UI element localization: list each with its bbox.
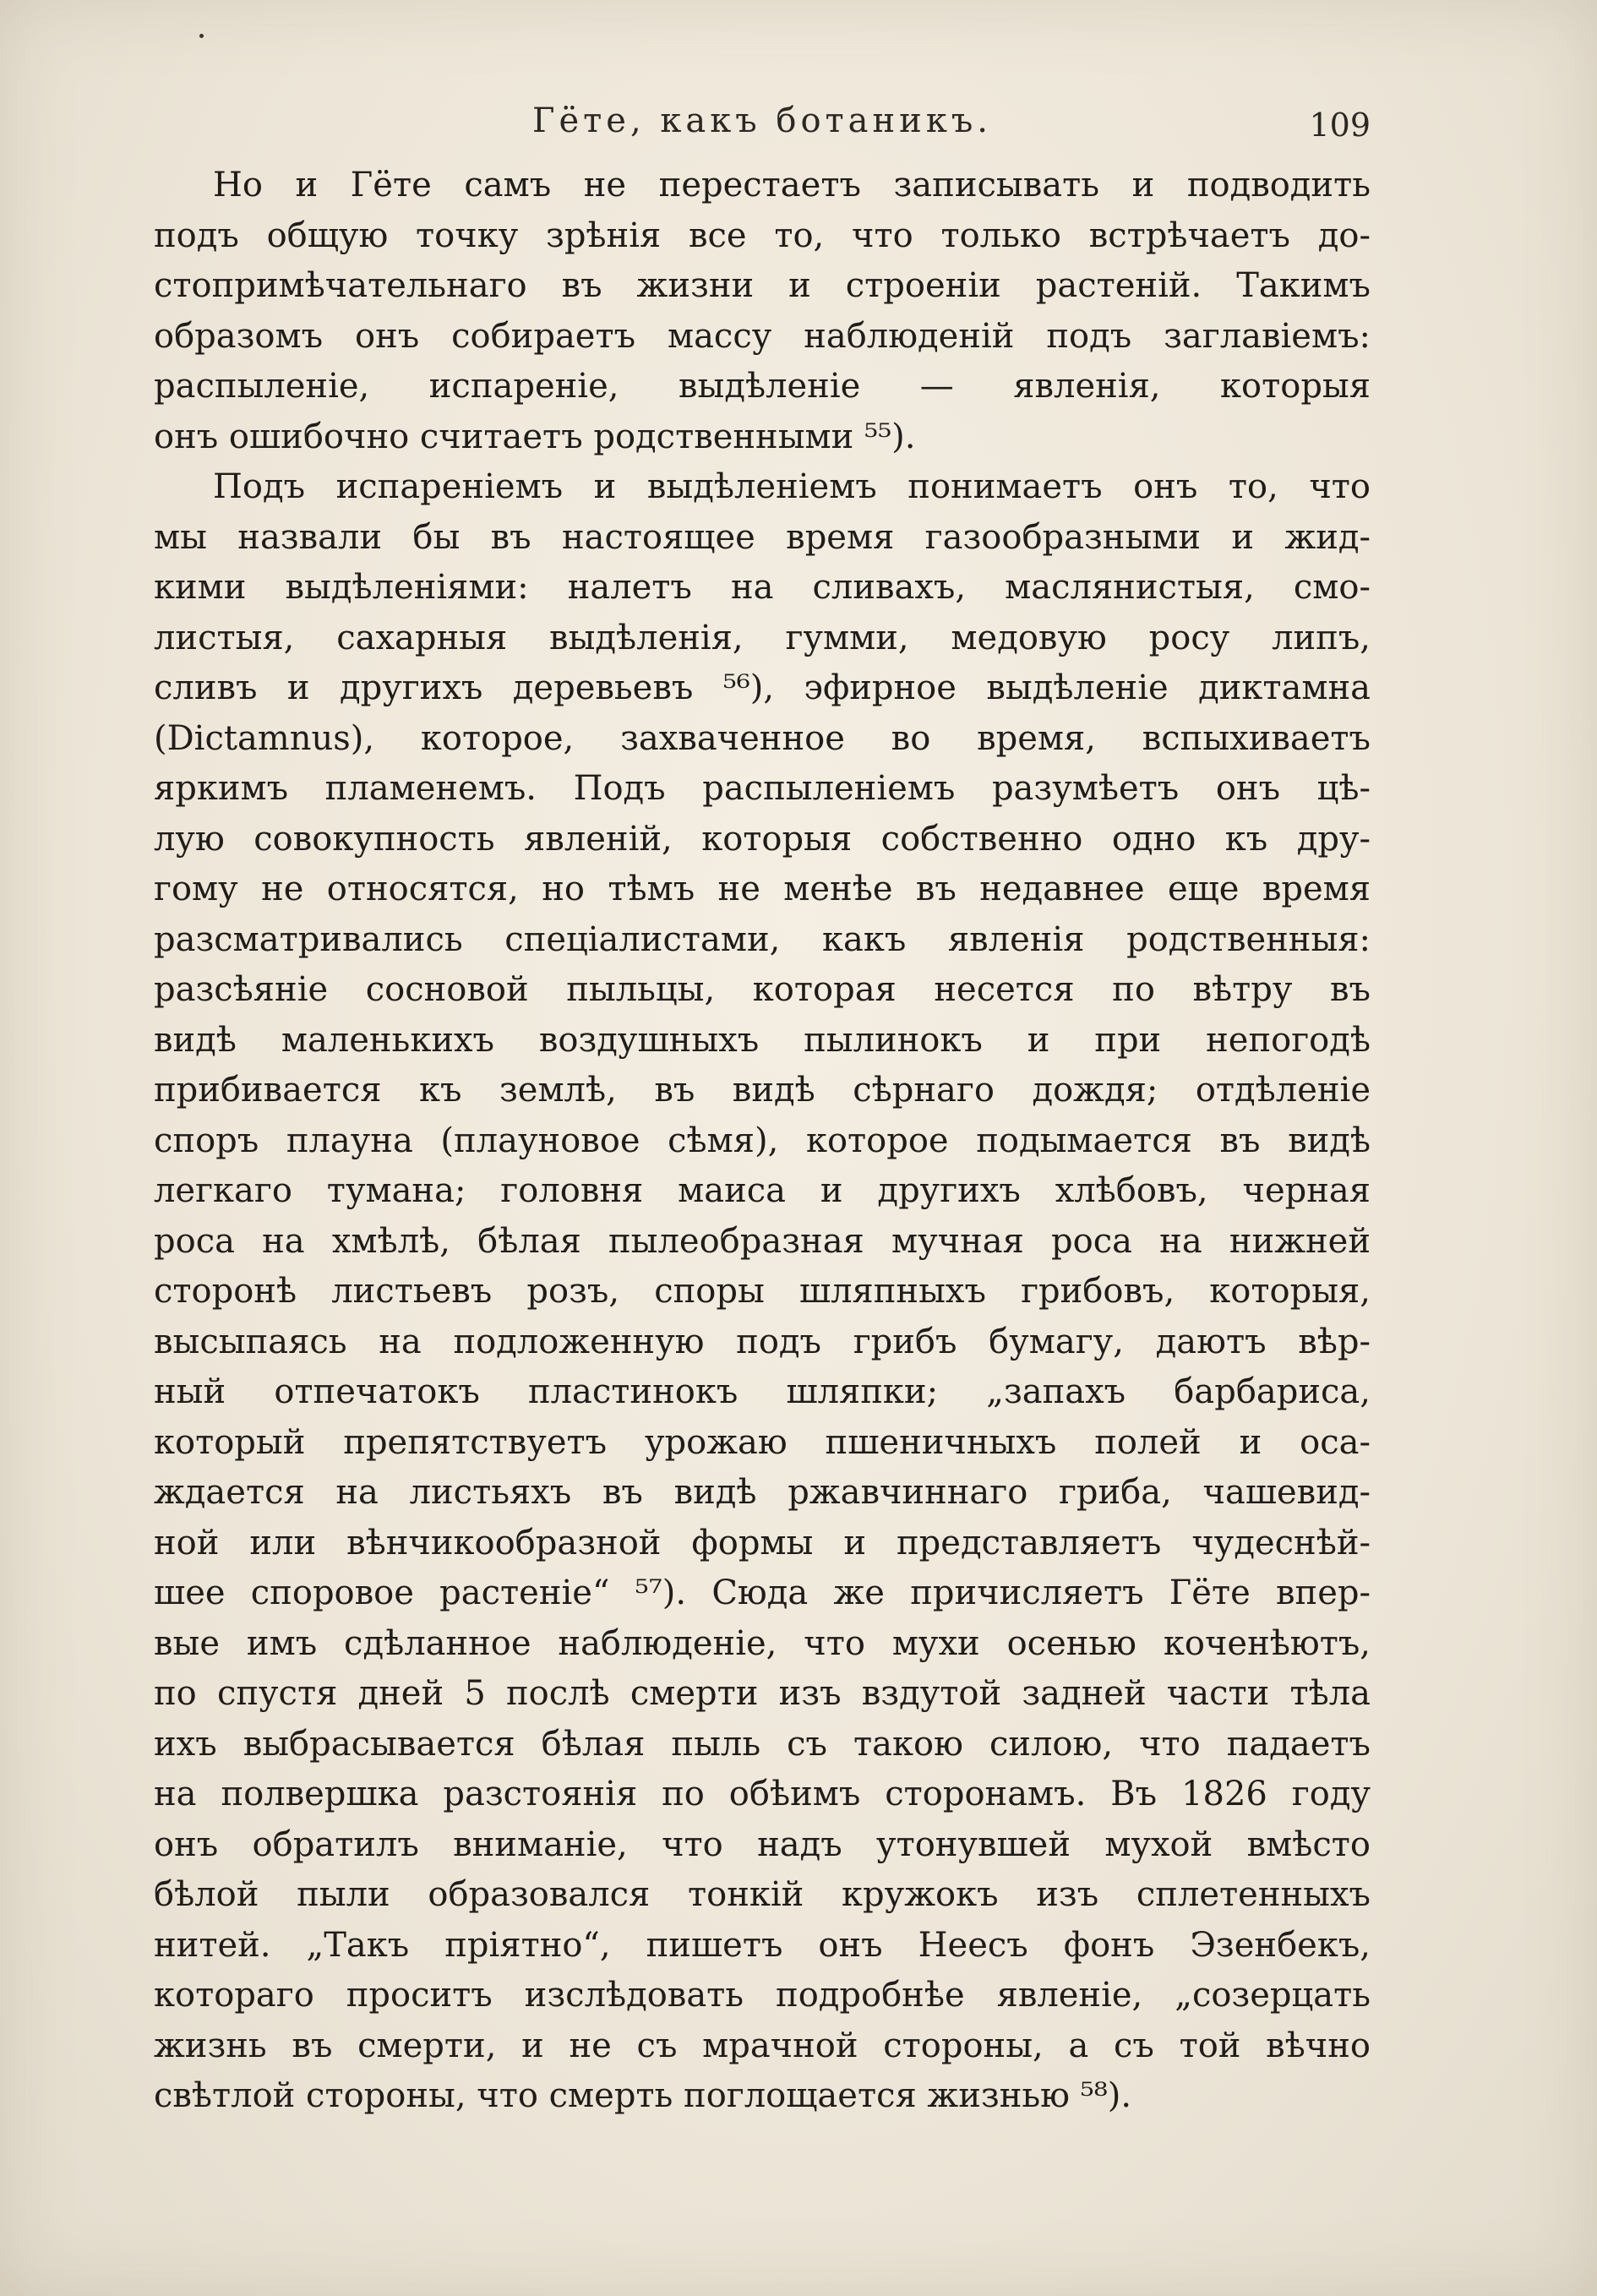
text-line: онъ обратилъ вниманіе, что надъ утонувшей мухой вмѣсто <box>154 1824 1371 1864</box>
text-line: на полвершка разстоянія по обѣимъ сторонамъ. Въ 1826 году <box>154 1775 1371 1813</box>
text-line: нитей. „Такъ пріятно“, пишетъ онъ Неесъ фонъ Эзенбекъ, <box>154 1925 1371 1965</box>
text-line: мы назвали бы въ настоящее время газообразными и жид- <box>154 517 1371 557</box>
text-line: Подъ испареніемъ и выдѣленіемъ понимаетъ онъ то, что <box>213 467 1371 506</box>
text-line: ждается на листьяхъ въ видѣ ржавчиннаго гриба, чашевид- <box>154 1473 1371 1512</box>
running-title: Гёте, какъ ботаникъ. <box>531 101 993 140</box>
text-line: гому не относятся, но тѣмъ не менѣе въ недавнее еще время <box>154 870 1371 908</box>
text-line: подъ общую точку зрѣнія все то, что только встрѣчаетъ до- <box>154 215 1371 255</box>
text-line: легкаго тумана; головня маиса и другихъ хлѣбовъ, черная <box>154 1171 1371 1210</box>
text-line: ной или вѣнчикообразной формы и представляетъ чудеснѣй- <box>154 1523 1371 1562</box>
paragraph <box>154 462 1371 2122</box>
text-line: листыя, сахарныя выдѣленія, гумми, медовую росу липъ, <box>154 618 1371 657</box>
paragraph <box>154 161 1371 462</box>
text-line: разсматривались спеціалистами, какъ явленія родственныя: <box>154 919 1371 959</box>
text-line: ный отпечатокъ пластинокъ шляпки; „запахъ барбариса, <box>154 1372 1371 1411</box>
text-line: котораго проситъ изслѣдовать подробнѣе явленіе, „созерцать <box>154 1976 1371 2015</box>
text-line: кими выдѣленіями: налетъ на сливахъ, маслянистыя, смо- <box>154 568 1371 607</box>
text-line: сторонѣ листьевъ розъ, споры шляпныхъ грибовъ, которыя, <box>154 1272 1371 1311</box>
ink-speck <box>199 34 204 38</box>
text-line: онъ ошибочно считаетъ родственными ⁵⁵). <box>154 417 916 456</box>
text-line: видѣ маленькихъ воздушныхъ пылинокъ и при непогодѣ <box>154 1020 1371 1060</box>
text-line: жизнь въ смерти, и не съ мрачной стороны, а съ той вѣчно <box>154 2026 1371 2065</box>
text-line: вые имъ сдѣланное наблюденіе, что мухи осенью коченѣютъ, <box>154 1623 1371 1663</box>
text-line: (Dictamnus), которое, захваченное во время, вспыхиваетъ <box>154 718 1371 758</box>
body-text <box>154 161 1371 2122</box>
text-line: который препятствуетъ урожаю пшеничныхъ полей и оса- <box>154 1422 1371 1462</box>
text-line: образомъ онъ собираетъ массу наблюденій подъ заглавіемъ: <box>154 316 1371 356</box>
page-number: 109 <box>1309 106 1371 144</box>
text-line: лую совокупность явленій, которыя собственно одно къ дру- <box>154 819 1371 859</box>
text-line: Но и Гёте самъ не перестаетъ записывать и подводить <box>213 166 1371 205</box>
text-line: споръ плауна (плауновое сѣмя), которое подымается въ видѣ <box>154 1121 1371 1160</box>
running-head <box>154 101 1371 161</box>
text-line: прибивается къ землѣ, въ видѣ сѣрнаго дождя; отдѣленіе <box>154 1071 1371 1110</box>
text-line: свѣтлой стороны, что смерть поглощается жизнью ⁵⁸). <box>154 2076 1132 2115</box>
text-line: ихъ выбрасывается бѣлая пыль съ такою силою, что падаетъ <box>154 1724 1371 1764</box>
text-line: яркимъ пламенемъ. Подъ распыленіемъ разумѣетъ онъ цѣ- <box>154 769 1371 808</box>
text-line: шее споровое растеніе“ ⁵⁷). Сюда же причисляетъ Гёте впер- <box>154 1573 1371 1612</box>
text-line: по спустя дней 5 послѣ смерти изъ вздутой задней части тѣла <box>154 1674 1371 1713</box>
text-line: стопримѣчательнаго въ жизни и строеніи растеній. Такимъ <box>154 266 1371 305</box>
text-line: разсѣяніе сосновой пыльцы, которая несется по вѣтру въ <box>154 970 1371 1009</box>
text-line: распыленіе, испареніе, выдѣленіе — явленія, которыя <box>154 367 1371 406</box>
text-line: бѣлой пыли образовался тонкій кружокъ изъ сплетенныхъ <box>154 1875 1371 1914</box>
text-line: сливъ и другихъ деревьевъ ⁵⁶), эфирное выдѣленіе диктамна <box>154 668 1371 707</box>
text-line: высыпаясь на подложенную подъ грибъ бумагу, даютъ вѣр- <box>154 1322 1371 1361</box>
text-line: роса на хмѣлѣ, бѣлая пылеобразная мучная роса на нижней <box>154 1221 1371 1261</box>
